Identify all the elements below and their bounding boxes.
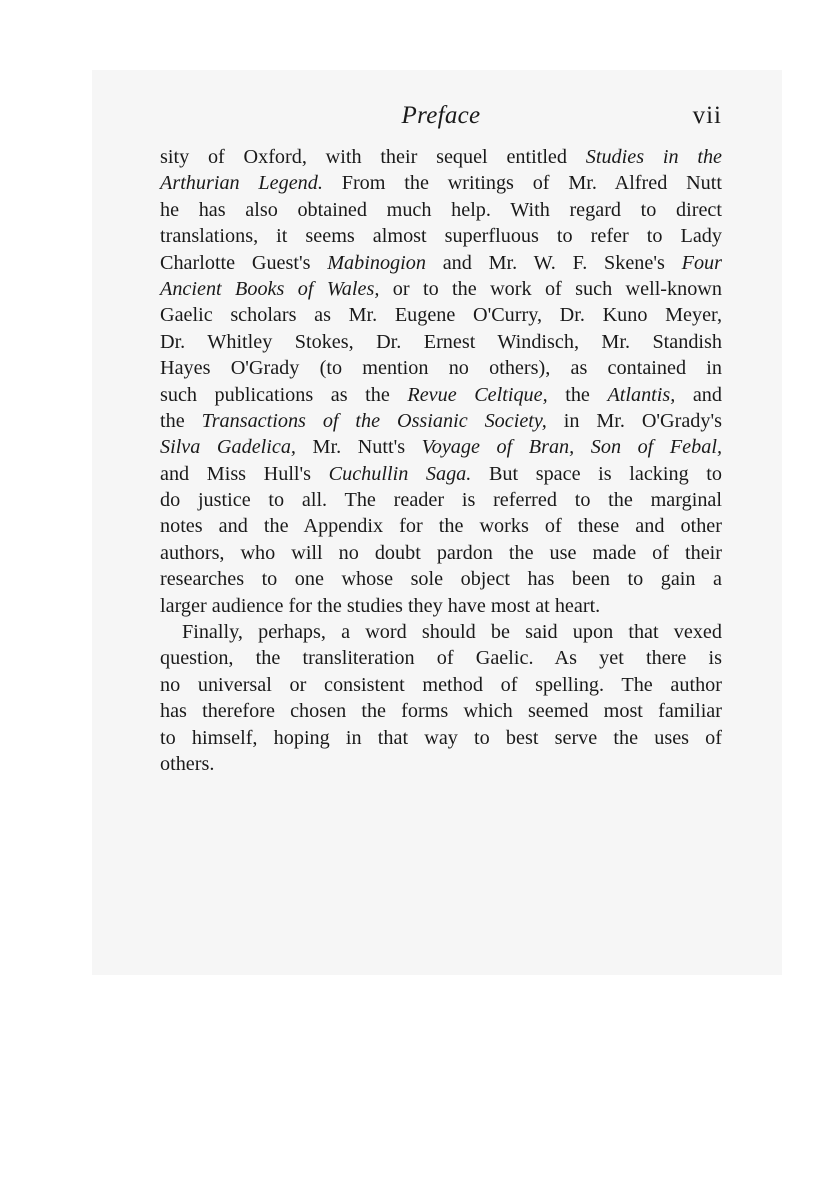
text-segment: translations, it seems almost superfluous to refer to Lady bbox=[160, 225, 722, 248]
body-text bbox=[160, 144, 722, 777]
text-segment: But space is lacking to bbox=[471, 462, 722, 485]
text-line bbox=[160, 382, 722, 408]
text-line bbox=[160, 540, 722, 566]
text-line bbox=[160, 223, 722, 249]
italic-title: Transactions of the Ossianic Society, bbox=[201, 409, 547, 432]
italic-title: Four bbox=[681, 251, 722, 274]
text-segment: do justice to all. The reader is referred to the marginal bbox=[160, 489, 722, 512]
text-segment: or to the work of such well-known bbox=[379, 277, 722, 300]
italic-title: Studies in the bbox=[585, 146, 722, 168]
text-segment: he has also obtained much help. With regard to direct bbox=[160, 198, 722, 221]
text-line bbox=[160, 144, 722, 170]
italic-title: Atlantis, bbox=[607, 383, 676, 406]
italic-title: Mabinogion bbox=[327, 251, 426, 274]
text-segment: Mr. Nutt's bbox=[295, 436, 422, 459]
text-segment: authors, who will no doubt pardon the use made of their bbox=[160, 541, 722, 564]
text-line bbox=[160, 250, 722, 276]
text-segment: researches to one whose sole object has been to gain a bbox=[160, 568, 722, 591]
text-line bbox=[160, 593, 722, 619]
text-line bbox=[160, 408, 722, 434]
text-segment: in Mr. O'Grady's bbox=[546, 409, 722, 432]
text-segment: Gaelic scholars as Mr. Eugene O'Curry, Dr. Kuno Meyer, bbox=[160, 304, 722, 327]
text-segment: the bbox=[547, 383, 608, 406]
text-segment: Finally, perhaps, a word should be said upon that vexed bbox=[182, 621, 722, 644]
text-line bbox=[160, 276, 722, 302]
text-line bbox=[160, 619, 722, 645]
text-segment: larger audience for the studies they have most at heart. bbox=[160, 594, 601, 617]
running-title: Preface bbox=[401, 102, 481, 129]
text-segment: such publications as the bbox=[160, 383, 408, 406]
text-line bbox=[160, 672, 722, 698]
text-line bbox=[160, 329, 722, 355]
text-segment: Charlotte Guest's bbox=[160, 251, 328, 274]
text-segment: From the writings of Mr. Alfred Nutt bbox=[322, 172, 722, 195]
text-segment: and Mr. W. F. Skene's bbox=[425, 251, 682, 274]
text-line bbox=[160, 302, 722, 328]
italic-title: Arthurian Legend. bbox=[160, 172, 323, 195]
running-head bbox=[160, 98, 722, 134]
text-line bbox=[160, 487, 722, 513]
text-line bbox=[160, 645, 722, 671]
text-line bbox=[160, 725, 722, 751]
text-segment: to himself, hoping in that way to best serve the uses of bbox=[160, 726, 722, 749]
text-segment: notes and the Appendix for the works of these and other bbox=[160, 515, 722, 538]
text-segment: and bbox=[675, 383, 722, 406]
paragraph bbox=[160, 144, 722, 619]
text-line bbox=[160, 513, 722, 539]
italic-title: Voyage of Bran, Son of Febal, bbox=[421, 436, 722, 459]
text-segment: others. bbox=[160, 752, 215, 775]
text-line bbox=[160, 434, 722, 460]
paragraph bbox=[160, 619, 722, 777]
page-number: vii bbox=[692, 102, 722, 129]
text-segment: Dr. Whitley Stokes, Dr. Ernest Windisch, Mr. Standish bbox=[160, 330, 722, 353]
text-line bbox=[160, 751, 722, 777]
italic-title: Ancient Books of Wales, bbox=[160, 277, 380, 300]
text-line bbox=[160, 698, 722, 724]
text-segment: question, the transliteration of Gaelic. As yet there is bbox=[160, 647, 722, 670]
italic-title: Revue Celtique, bbox=[407, 383, 548, 406]
text-segment: no universal or consistent method of spelling. The author bbox=[160, 673, 722, 696]
text-segment: sity of Oxford, with their sequel entitled bbox=[160, 146, 586, 168]
italic-title: Silva Gadelica, bbox=[160, 436, 296, 459]
text-line bbox=[160, 170, 722, 196]
text-line bbox=[160, 566, 722, 592]
text-segment: Hayes O'Grady (to mention no others), as contained in bbox=[160, 357, 722, 380]
italic-title: Cuchullin Saga. bbox=[328, 462, 472, 485]
text-segment: and Miss Hull's bbox=[160, 462, 329, 485]
text-segment: the bbox=[160, 409, 202, 432]
text-line bbox=[160, 461, 722, 487]
text-line bbox=[160, 355, 722, 381]
text-line bbox=[160, 197, 722, 223]
text-segment: has therefore chosen the forms which seemed most familiar bbox=[160, 700, 722, 723]
